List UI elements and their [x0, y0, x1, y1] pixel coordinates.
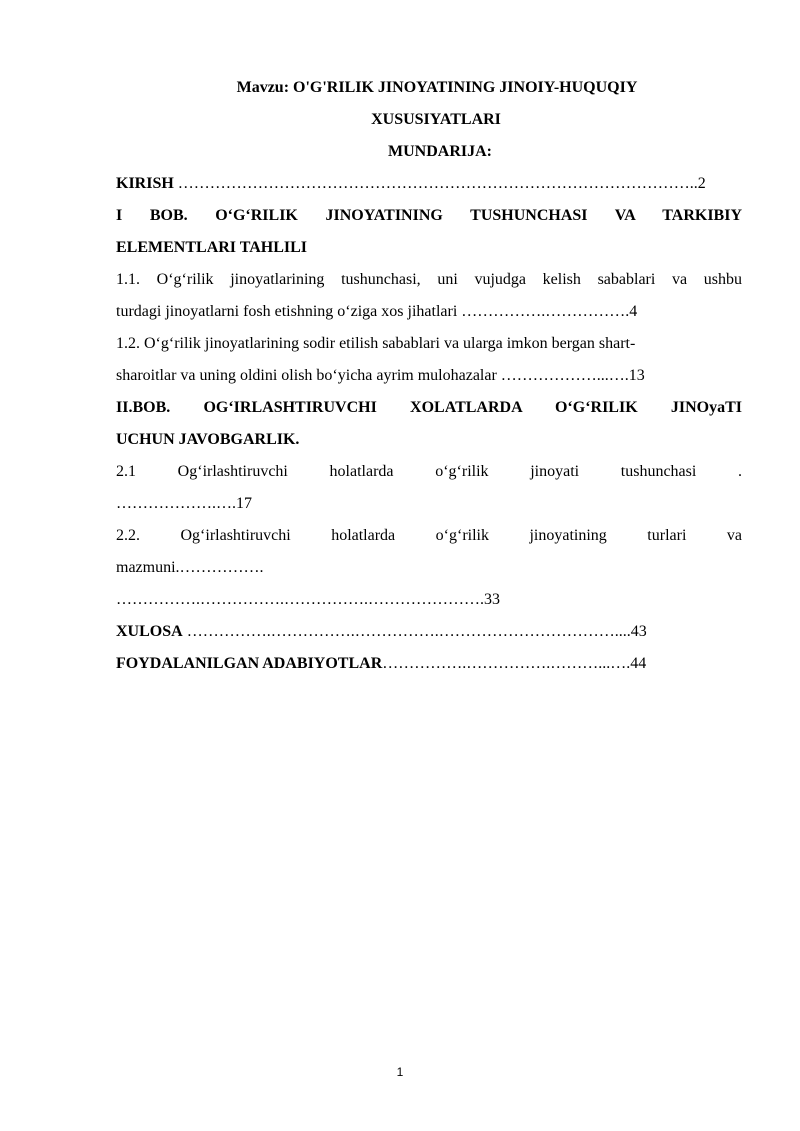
toc-references-label: FOYDALANILGAN ADABIYOTLAR	[116, 655, 383, 672]
toc-section-2-1-line1: 2.1 Og‘irlashtiruvchi holatlarda o‘g‘rilik jinoyati tushunchasi .	[116, 463, 742, 480]
toc-chapter1-line1: I BOB. O‘G‘RILIK JINOYATINING TUSHUNCHASI VA TARKIBIY	[116, 207, 742, 224]
toc-intro-leader: ……………………………………………………………………………………..2	[173, 175, 706, 192]
document-title	[116, 72, 742, 168]
toc-entry-intro	[116, 168, 742, 200]
title-line-topic-continued: XUSUSIYATLARI	[371, 111, 501, 128]
toc-section-1-1-line1: 1.1. O‘g‘rilik jinoyatlarining tushunchasi, uni vujudga kelish sabablari va ushbu	[116, 271, 742, 288]
toc-section-1-2-line1: 1.2. O‘g‘rilik jinoyatlarining sodir etilish sabablari va ularga imkon bergan shart-	[116, 335, 636, 352]
table-of-contents	[116, 168, 742, 680]
toc-chapter2-line1: II.BOB. OG‘IRLASHTIRUVCHI XOLATLARDA O‘G‘RILIK JINOyaTI	[116, 399, 742, 416]
toc-section-2-2-line2: mazmuni.…………….	[116, 559, 264, 576]
toc-intro-label: KIRISH	[116, 175, 174, 192]
toc-conclusion-leader: …………….…………….…………….……………………………....43	[182, 623, 647, 640]
toc-references-leader: …………….…………….………...….44	[382, 655, 647, 672]
toc-section-2-1-line2: ……………….….17	[116, 495, 252, 512]
toc-section-2-2-line1: 2.2. Og‘irlashtiruvchi holatlarda o‘g‘rilik jinoyatining turlari va	[116, 527, 742, 544]
toc-entry-conclusion	[116, 616, 742, 648]
toc-conclusion-label: XULOSA	[116, 623, 183, 640]
contents-heading: MUNDARIJA:	[388, 143, 492, 160]
toc-chapter2-line2: UCHUN JAVOBGARLIK.	[116, 431, 300, 448]
toc-chapter1-line2: ELEMENTLARI TAHLILI	[116, 239, 308, 256]
document-page	[116, 72, 742, 680]
toc-entry-references	[116, 648, 742, 680]
toc-section-1-2-line2: sharoitlar va uning oldini olish bo‘yicha ayrim mulohazalar ………………...….13	[116, 367, 645, 384]
title-line-topic: Mavzu: O'G'RILIK JINOYATINING JINOIY-HUQUQIY	[236, 79, 638, 96]
toc-section-1-1-line2: turdagi jinoyatlarni fosh etishning o‘ziga xos jihatlari …………….…………….4	[116, 303, 638, 320]
page-number: 1	[396, 1065, 404, 1079]
toc-section-2-2-line3: …………….…………….…………….………………….33	[116, 591, 500, 608]
